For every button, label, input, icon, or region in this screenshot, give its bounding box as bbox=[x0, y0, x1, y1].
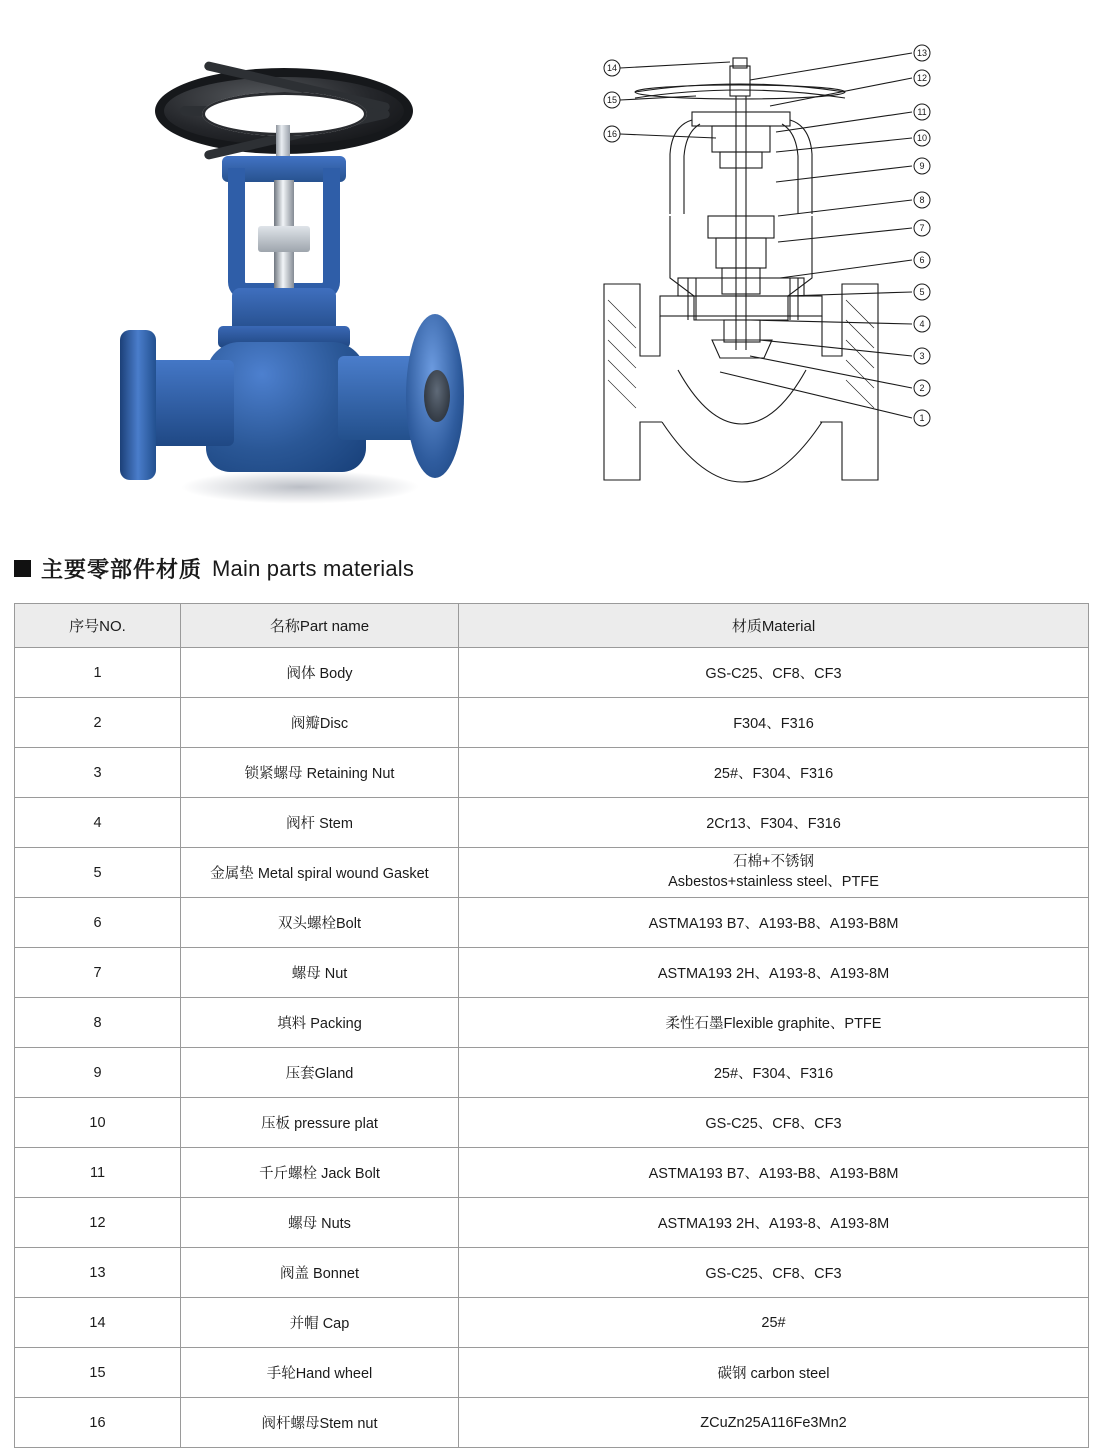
cell-material: 2Cr13、F304、F316 bbox=[459, 798, 1089, 848]
table-row bbox=[15, 998, 1089, 1048]
svg-text:15: 15 bbox=[606, 95, 618, 105]
cell-no: 8 bbox=[15, 998, 181, 1048]
table-row bbox=[15, 1048, 1089, 1098]
cell-no: 10 bbox=[15, 1098, 181, 1148]
table-row bbox=[15, 1248, 1089, 1298]
svg-text:5: 5 bbox=[919, 287, 925, 297]
cell-part-name: 阀体 Body bbox=[181, 648, 459, 698]
section-heading bbox=[14, 553, 414, 584]
cell-no: 16 bbox=[15, 1398, 181, 1448]
table-row bbox=[15, 898, 1089, 948]
cell-part-name: 双头螺栓Bolt bbox=[181, 898, 459, 948]
svg-text:16: 16 bbox=[606, 129, 618, 139]
cell-part-name: 金属垫 Metal spiral wound Gasket bbox=[181, 848, 459, 898]
cell-no: 6 bbox=[15, 898, 181, 948]
product-images-row bbox=[0, 0, 1102, 535]
photo-shadow bbox=[180, 470, 420, 504]
valve-sectional-drawing bbox=[600, 20, 1080, 490]
gland bbox=[258, 226, 310, 252]
cell-part-name: 阀杆螺母Stem nut bbox=[181, 1398, 459, 1448]
header-part-name: 名称Part name bbox=[181, 604, 459, 648]
cell-material: 25#、F304、F316 bbox=[459, 1048, 1089, 1098]
cell-material: GS-C25、CF8、CF3 bbox=[459, 648, 1089, 698]
table-row bbox=[15, 1348, 1089, 1398]
cell-part-name: 手轮Hand wheel bbox=[181, 1348, 459, 1398]
svg-text:14: 14 bbox=[606, 63, 618, 73]
square-bullet-icon bbox=[14, 560, 31, 577]
cell-no: 15 bbox=[15, 1348, 181, 1398]
svg-text:3: 3 bbox=[919, 351, 925, 361]
cell-material: 碳钢 carbon steel bbox=[459, 1348, 1089, 1398]
cell-material: ASTMA193 B7、A193-B8、A193-B8M bbox=[459, 1148, 1089, 1198]
cell-no: 3 bbox=[15, 748, 181, 798]
inlet-flange bbox=[120, 330, 156, 480]
cell-no: 4 bbox=[15, 798, 181, 848]
cell-material: 25#、F304、F316 bbox=[459, 748, 1089, 798]
cell-no: 7 bbox=[15, 948, 181, 998]
cell-part-name: 阀瓣Disc bbox=[181, 698, 459, 748]
svg-text:4: 4 bbox=[919, 319, 925, 329]
main-parts-materials-table bbox=[14, 603, 1088, 1448]
table-row bbox=[15, 698, 1089, 748]
cell-material: 柔性石墨Flexible graphite、PTFE bbox=[459, 998, 1089, 1048]
valve-photo bbox=[110, 30, 510, 510]
cell-no: 9 bbox=[15, 1048, 181, 1098]
cell-no: 11 bbox=[15, 1148, 181, 1198]
cell-part-name: 阀杆 Stem bbox=[181, 798, 459, 848]
cell-material: GS-C25、CF8、CF3 bbox=[459, 1098, 1089, 1148]
cell-part-name: 填料 Packing bbox=[181, 998, 459, 1048]
cell-part-name: 螺母 Nuts bbox=[181, 1198, 459, 1248]
svg-text:8: 8 bbox=[919, 195, 925, 205]
table-row bbox=[15, 1198, 1089, 1248]
cell-material: 石棉+不锈钢 Asbestos+stainless steel、PTFE bbox=[459, 848, 1089, 898]
table-row bbox=[15, 1398, 1089, 1448]
cell-material: GS-C25、CF8、CF3 bbox=[459, 1248, 1089, 1298]
cell-no: 14 bbox=[15, 1298, 181, 1348]
cell-material: ASTMA193 2H、A193-8、A193-8M bbox=[459, 948, 1089, 998]
section-title-cn: 主要零部件材质 bbox=[41, 557, 203, 582]
table-row bbox=[15, 948, 1089, 998]
outlet-bore bbox=[424, 370, 450, 422]
table-row bbox=[15, 648, 1089, 698]
cell-material: ASTMA193 2H、A193-8、A193-8M bbox=[459, 1198, 1089, 1248]
table-row bbox=[15, 1098, 1089, 1148]
svg-text:1: 1 bbox=[919, 413, 925, 423]
svg-text:7: 7 bbox=[919, 223, 925, 233]
cell-no: 2 bbox=[15, 698, 181, 748]
cell-material: ZCuZn25A116Fe3Mn2 bbox=[459, 1398, 1089, 1448]
svg-text:2: 2 bbox=[919, 383, 925, 393]
table-header-row bbox=[15, 604, 1089, 648]
cell-part-name: 阀盖 Bonnet bbox=[181, 1248, 459, 1298]
table-row bbox=[15, 748, 1089, 798]
cell-no: 12 bbox=[15, 1198, 181, 1248]
table-row bbox=[15, 1298, 1089, 1348]
cell-no: 13 bbox=[15, 1248, 181, 1298]
cell-material: F304、F316 bbox=[459, 698, 1089, 748]
svg-text:12: 12 bbox=[916, 73, 928, 83]
cell-material: 25# bbox=[459, 1298, 1089, 1348]
cell-part-name: 并帽 Cap bbox=[181, 1298, 459, 1348]
cell-part-name: 压套Gland bbox=[181, 1048, 459, 1098]
svg-text:10: 10 bbox=[916, 133, 928, 143]
table-row bbox=[15, 848, 1089, 898]
cell-material: ASTMA193 B7、A193-B8、A193-B8M bbox=[459, 898, 1089, 948]
header-material: 材质Material bbox=[459, 604, 1089, 648]
svg-text:13: 13 bbox=[916, 48, 928, 58]
cell-part-name: 压板 pressure plat bbox=[181, 1098, 459, 1148]
section-title-en: Main parts materials bbox=[212, 555, 415, 581]
table-row bbox=[15, 798, 1089, 848]
cell-part-name: 千斤螺栓 Jack Bolt bbox=[181, 1148, 459, 1198]
svg-text:6: 6 bbox=[919, 255, 925, 265]
cell-part-name: 锁紧螺母 Retaining Nut bbox=[181, 748, 459, 798]
svg-text:11: 11 bbox=[917, 107, 927, 117]
cell-no: 5 bbox=[15, 848, 181, 898]
cell-no: 1 bbox=[15, 648, 181, 698]
svg-text:9: 9 bbox=[919, 161, 925, 171]
header-no: 序号NO. bbox=[15, 604, 181, 648]
cell-part-name: 螺母 Nut bbox=[181, 948, 459, 998]
table-row bbox=[15, 1148, 1089, 1198]
